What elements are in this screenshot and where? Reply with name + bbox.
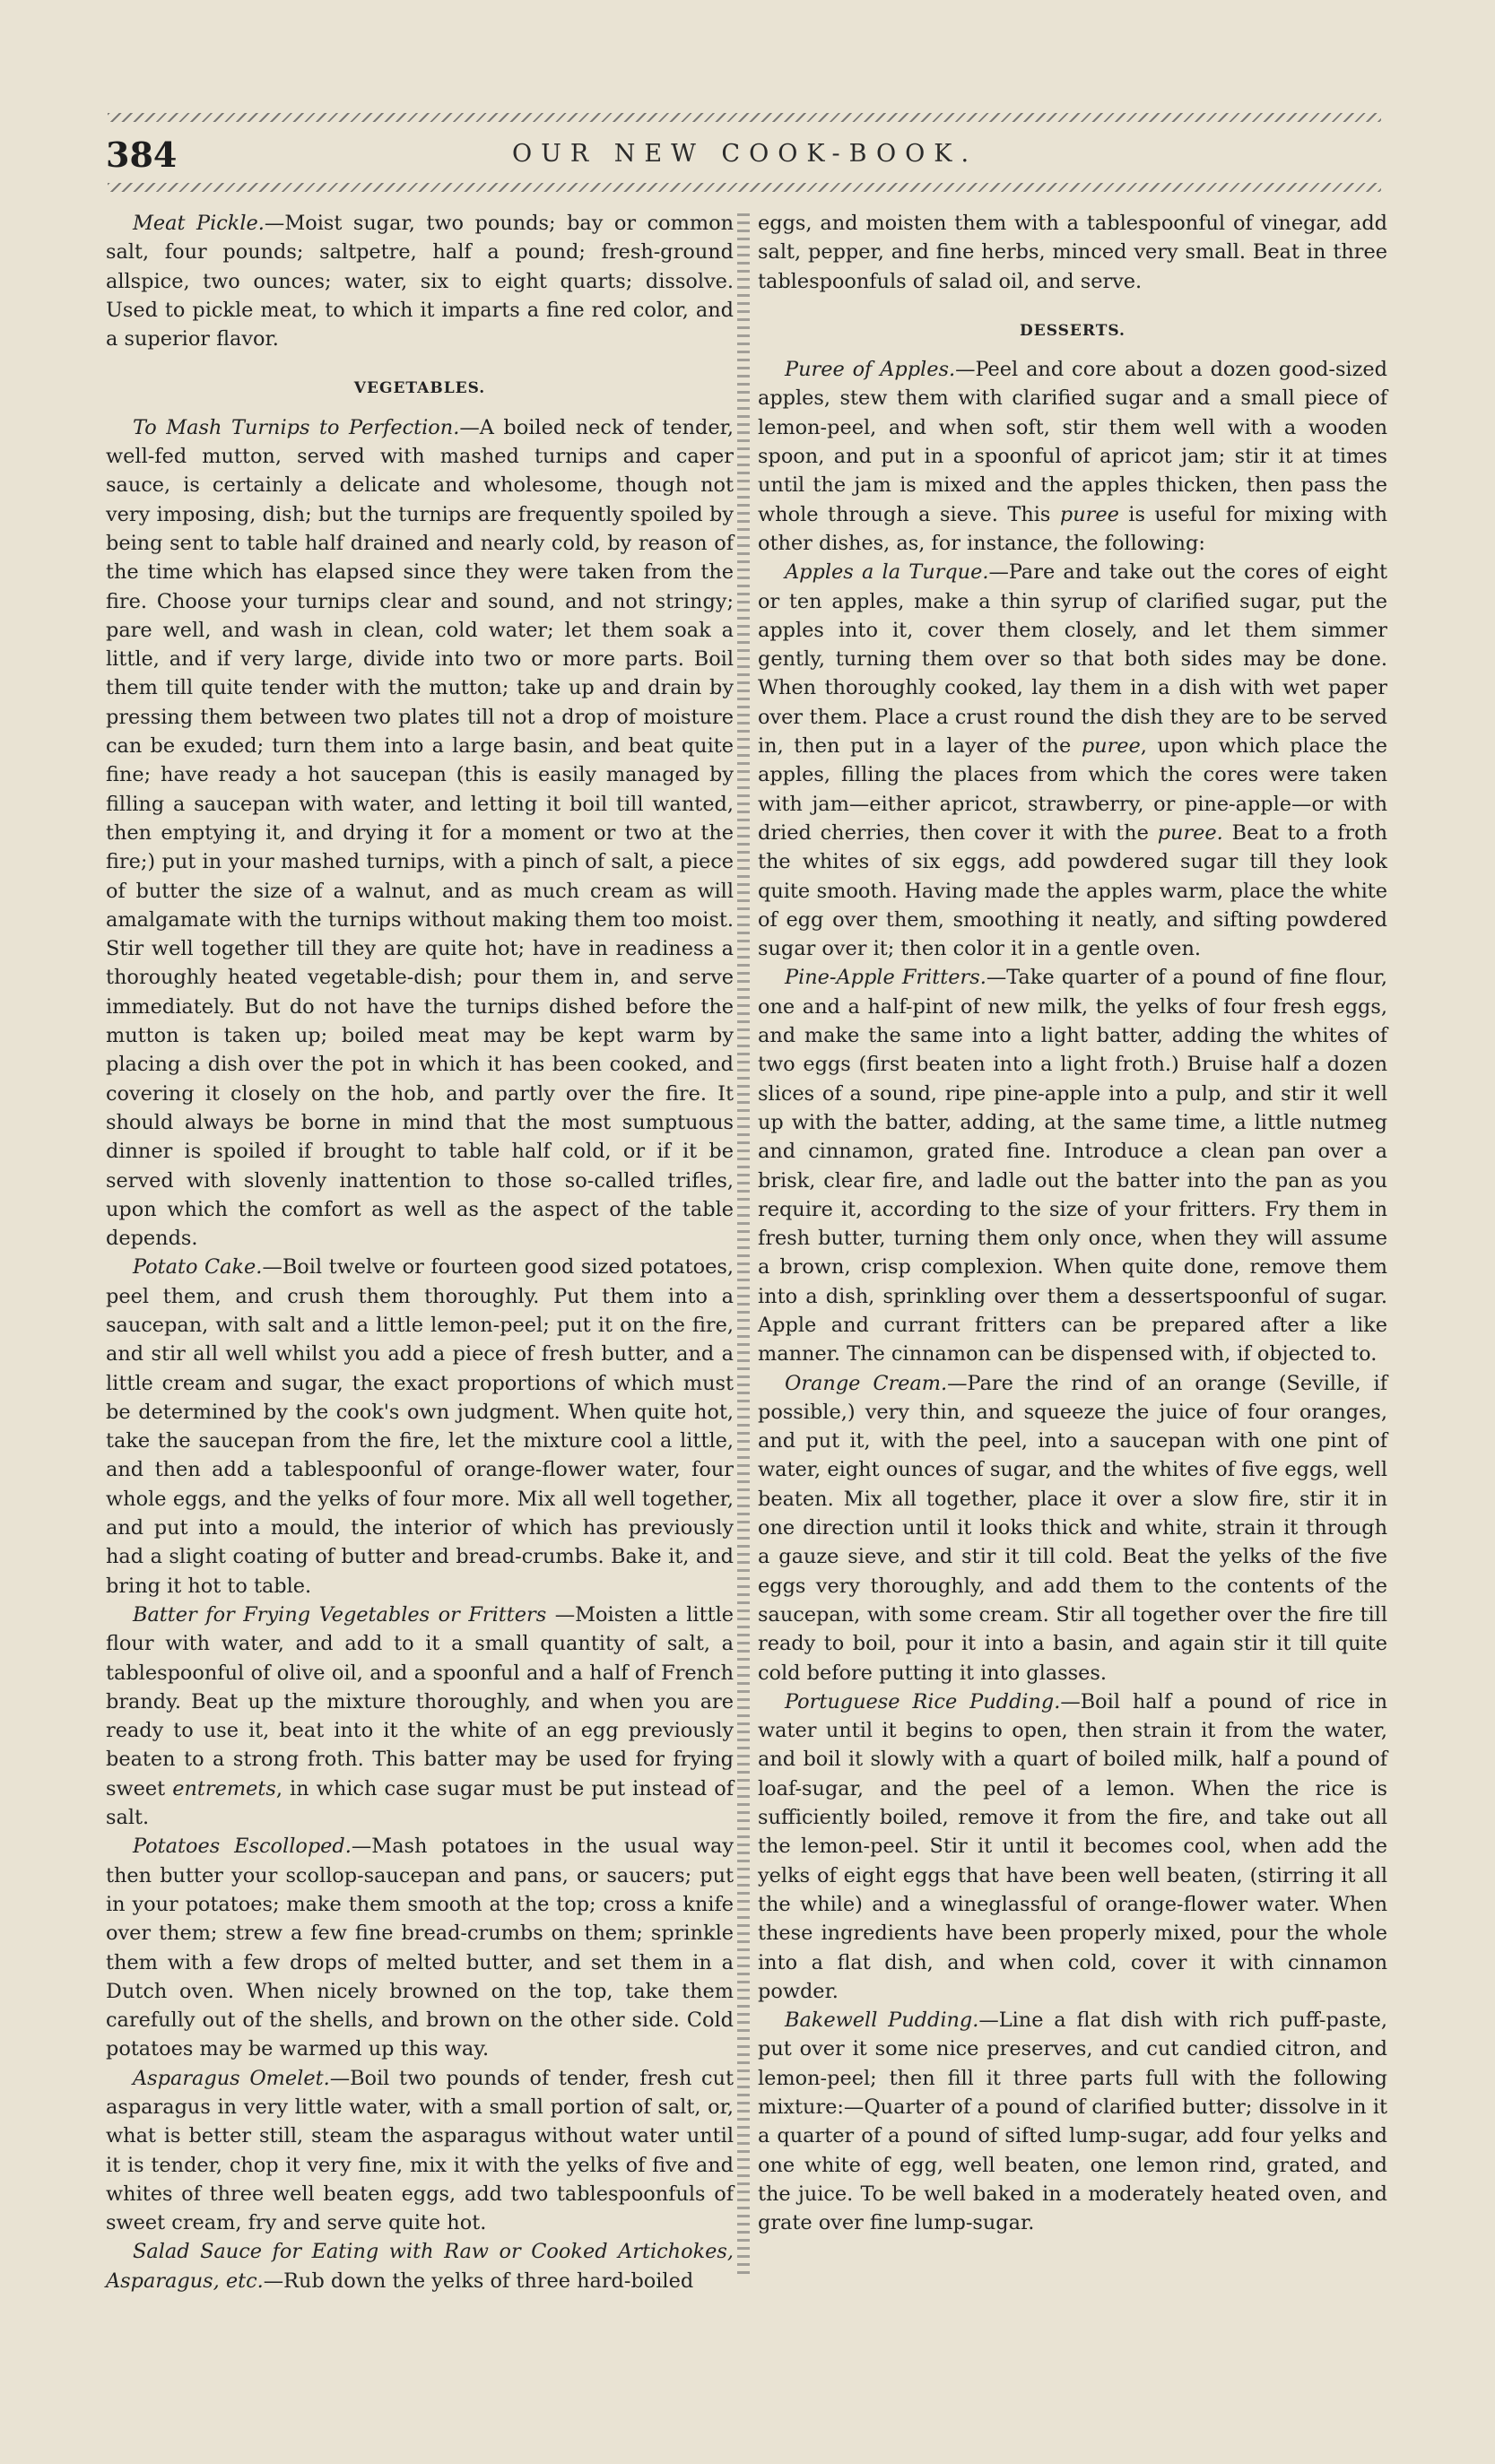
recipe-text: —Peel and core about a dozen good-sized apples, stew them with clarified sugar and a small piece of lemon-peel, and when soft, stir them well with a wooden spoon, and put in a spoonful of apricot jam; stir it at times until the jam is mixed and the apples thicken, then pass the whole through a sieve. This bbox=[758, 358, 1387, 526]
recipe-meat-pickle bbox=[106, 209, 734, 353]
recipe-title: Batter for Frying Vegetables or Fritters bbox=[133, 1602, 547, 1627]
recipe-text: —Boil twelve or fourteen good sized potatoes, peel them, and crush them thoroughly. Put them into a saucepan, with salt and a little lemon-peel; put it on the fire, and stir all well whilst you add a piece of fresh butter, and a little cream and sugar, the exact proportions of which must be determined by the cook's own judgment. When quite hot, take the saucepan from the fire, let the mixture cool a little, and then add a tablespoonful of orange-flower water, four whole eggs, and the yelks of four more. Mix all well together, and put into a mould, the interior of which has previously had a slight coating of butter and bread-crumbs. Bake it, and bring it hot to table. bbox=[106, 1255, 734, 1598]
recipe-text: —Pare and take out the cores of eight or ten apples, make a thin syrup of clarified sugar, put the apples into it, cover them closely, and let them simmer gently, turning them over so that both sides may be done. When thoroughly cooked, lay them in a dish with wet paper over them. Place a crust round the dish they are to be served in, then put in a layer of the bbox=[758, 560, 1387, 759]
page-number: 384 bbox=[106, 134, 178, 175]
recipe-title: Orange Cream. bbox=[785, 1371, 948, 1395]
column-divider bbox=[737, 213, 750, 2276]
recipe-salad-sauce-continued: eggs, and moisten them with a tablespoonful of vinegar, add salt, pepper, and fine herbs, minced very small. Beat in three tablespoonfuls of salad oil, and serve. bbox=[758, 212, 1387, 293]
recipe-title: To Mash Turnips to Perfection. bbox=[133, 415, 460, 439]
recipe-text: —Take quarter of a pound of fine flour, one and a half-pint of new milk, the yelks of four fresh eggs, and make the same into a light batter, adding the whites of two eggs (first beaten into a light froth.) Bruise half a dozen slices of a sound, ripe pine-apple into a pulp, and stir it well up with the batter, adding, at the same time, a little nutmeg and cinnamon, grated fine. Introduce a clean pan over a brisk, clear fire, and ladle out the batter into the pan as you require it, according to the size of your fritters. Fry them in fresh butter, turning them only once, when they will assume a brown, crisp complexion. When quite done, remove them into a dish, sprinkling over them a dessertspoonful of sugar. Apple and currant fritters can be prepared after a like manner. The cinnamon can be dispensed with, if objected to. bbox=[758, 966, 1387, 1366]
recipe-text-italic: puree bbox=[1081, 734, 1141, 759]
recipe-text: Beat to a froth the whites of six eggs, add powdered sugar till they look quite smooth. Having made the apples warm, place the white of egg over them, smoothing it neatly, and sifting powdered sugar over it; then color it in a gentle oven. bbox=[758, 820, 1387, 961]
recipe-title: Pine-Apple Fritters. bbox=[785, 966, 987, 990]
recipe-text: , in which case sugar must be put instead of salt. bbox=[106, 1776, 734, 1830]
recipe-text: —A boiled neck of tender, well-fed mutton, served with mashed turnips and caper sauce, is certainly a delicate and wholesome, though not very imposing, dish; but the turnips are frequently spoiled by being sent to table half drained and nearly cold, by reason of the time which has elapsed since they were taken from the fire. Choose your turnips clear and sound, and not stringy; pare well, and wash in clean, cold water; let them soak a little, and if very large, divide into two or more parts. Boil them till quite tender with the mutton; take up and drain by pressing them between two plates till not a drop of moisture can be exuded; turn them into a large basin, and beat quite fine; have ready a hot saucepan (this is easily managed by filling a saucepan with water, and letting it boil till wanted, then emptying it, and drying it for a moment or two at the fire;) put in your mashed turnips, with a pinch of salt, a piece of butter the size of a walnut, and as much cream as will amalgamate with the turnips without making them too moist. Stir well together till they are quite hot; have in readiness a thoroughly heated vegetable-dish; pour them in, and serve immediately. But do not have the turnips dished before the mutton is taken up; boiled meat may be kept warm by placing a dish over the pot in which it has been cooked, and covering it closely on the hob, and partly over the fire. It should always be borne in mind that the most sumptuous dinner is spoiled if brought to table half cold, or if it be served with slovenly inattention to those so-called trifles, upon which the comfort as well as the aspect of the table depends. bbox=[106, 415, 734, 1251]
recipe-potatoes-escolloped bbox=[106, 1832, 734, 2063]
recipe-text-italic: puree. bbox=[1157, 820, 1223, 845]
recipe-title: Asparagus Omelet. bbox=[133, 2066, 330, 2090]
recipe-text: —Pare the rind of an orange (Seville, if possible,) very thin, and squeeze the juice of four oranges, and put it, with the peel, into a saucepan with one pint of water, eight ounces of sugar, and the whites of five eggs, well beaten. Mix all together, place it over a slow fire, stir it in one direction until it looks thick and white, strain it through a gauze sieve, and stir it till cold. Beat the yelks of the five eggs very thoroughly, and add them to the contents of the saucepan, with some cream. Stir all together over the fire till ready to boil, pour it into a basin, and again stir it till quite cold before putting it into glasses. bbox=[758, 1371, 1387, 1685]
recipe-text-italic: entremets bbox=[172, 1776, 276, 1800]
recipe-text: is useful for mixing with other dishes, as, for instance, the following: bbox=[758, 502, 1387, 555]
bottom-ornamental-rule bbox=[108, 183, 1381, 192]
section-heading-vegetables: VEGETABLES. bbox=[353, 379, 486, 398]
left-column bbox=[106, 209, 734, 2295]
recipe-pine-apple-fritters bbox=[758, 963, 1387, 1368]
right-column bbox=[758, 209, 1387, 2237]
recipe-title: Portuguese Rice Pudding. bbox=[785, 1689, 1061, 1714]
recipe-batter bbox=[106, 1601, 734, 1832]
page-header bbox=[106, 134, 1384, 176]
recipe-text: , upon which place the apples, filling the places from which the cores were taken with jam—either apricot, strawberry, or pine-apple—or with dried cherries, then cover it with the bbox=[758, 734, 1387, 845]
recipe-title: Meat Pickle. bbox=[133, 212, 265, 235]
recipe-title: Puree of Apples. bbox=[785, 358, 956, 382]
recipe-text: —Moisten a little flour with water, and add to it a small quantity of salt, a tablespoonful of olive oil, and a spoonful and a half of French brandy. Beat up the mixture thoroughly, and when you are ready to use it, beat into it the white of an egg previously beaten to a strong froth. This batter may be used for frying sweet bbox=[106, 1602, 734, 1800]
running-title: OUR NEW COOK-BOOK. bbox=[511, 140, 978, 168]
recipe-text: —Mash potatoes in the usual way then butter your scollop-saucepan and pans, or saucers; put in your potatoes; make them smooth at the top; cross a knife over them; strew a few fine bread-crumbs on them; sprinkle them with a few drops of melted butter, and set them in a Dutch oven. When nicely browned on the top, take them carefully out of the shells, and brown on the other side. Cold potatoes may be warmed up this way. bbox=[106, 1835, 734, 2061]
recipe-text: —Boil half a pound of rice in water until it begins to open, then strain it from the water, and boil it slowly with a quart of boiled milk, half a pound of loaf-sugar, and the peel of a lemon. When the rice is sufficiently boiled, remove it from the fire, and take out all the lemon-peel. Stir it until it becomes cool, when add the yelks of eight eggs that have been well beaten, (stirring it all the while) and a wineglassful of orange-flower water. When these ingredients have been properly mixed, pour the whole into a flat dish, and when cold, cover it with cinnamon powder. bbox=[758, 1689, 1387, 2003]
recipe-text: —Moist sugar, two pounds; bay or common salt, four pounds; saltpetre, half a pound; fresh-ground allspice, two ounces; water, six to eight quarts; dissolve. Used to pickle meat, to which it imparts a fine red color, and a superior flavor. bbox=[106, 212, 734, 351]
recipe-text-italic: puree bbox=[1059, 502, 1119, 526]
recipe-mash-turnips bbox=[106, 413, 734, 1254]
recipe-bakewell-pudding bbox=[758, 2006, 1387, 2237]
recipe-asparagus-omelet bbox=[106, 2064, 734, 2238]
recipe-portuguese-rice-pudding bbox=[758, 1687, 1387, 2006]
recipe-potato-cake bbox=[106, 1253, 734, 1601]
recipe-text: —Line a flat dish with rich puff-paste, put over it some nice preserves, and cut candied citron, and lemon-peel; then fill it three parts full with the following mixture:—Quarter of a pound of clarified butter; dissolve in it a quarter of a pound of sifted lump-sugar, add four yelks and one white of egg, well beaten, one lemon rind, grated, and the juice. To be well baked in a moderately heated oven, and grate over fine lump-sugar. bbox=[758, 2009, 1387, 2235]
recipe-puree-of-apples bbox=[758, 355, 1387, 558]
recipe-salad-sauce bbox=[106, 2237, 734, 2295]
section-heading-desserts: DESSERTS. bbox=[1020, 321, 1126, 340]
recipe-title: Bakewell Pudding. bbox=[785, 2009, 979, 2033]
top-ornamental-rule bbox=[108, 113, 1381, 122]
recipe-orange-cream bbox=[758, 1369, 1387, 1687]
recipe-title: Potatoes Escolloped. bbox=[133, 1835, 352, 1859]
recipe-title: Apples a la Turque. bbox=[785, 560, 989, 585]
recipe-apples-a-la-turque bbox=[758, 558, 1387, 963]
recipe-title: Potato Cake. bbox=[133, 1255, 263, 1280]
recipe-text: —Boil two pounds of tender, fresh cut asparagus in very little water, with a small portion of salt, or, what is better still, steam the asparagus without water until it is tender, chop it very fine, mix it with the yelks of five and whites of three well beaten eggs, add two tablespoonfuls of sweet cream, fry and serve quite hot. bbox=[106, 2066, 734, 2235]
recipe-title: Salad Sauce for Eating with Raw or Cooked Artichokes, Asparagus, etc. bbox=[106, 2240, 734, 2293]
recipe-text: —Rub down the yelks of three hard-boiled bbox=[263, 2269, 694, 2293]
